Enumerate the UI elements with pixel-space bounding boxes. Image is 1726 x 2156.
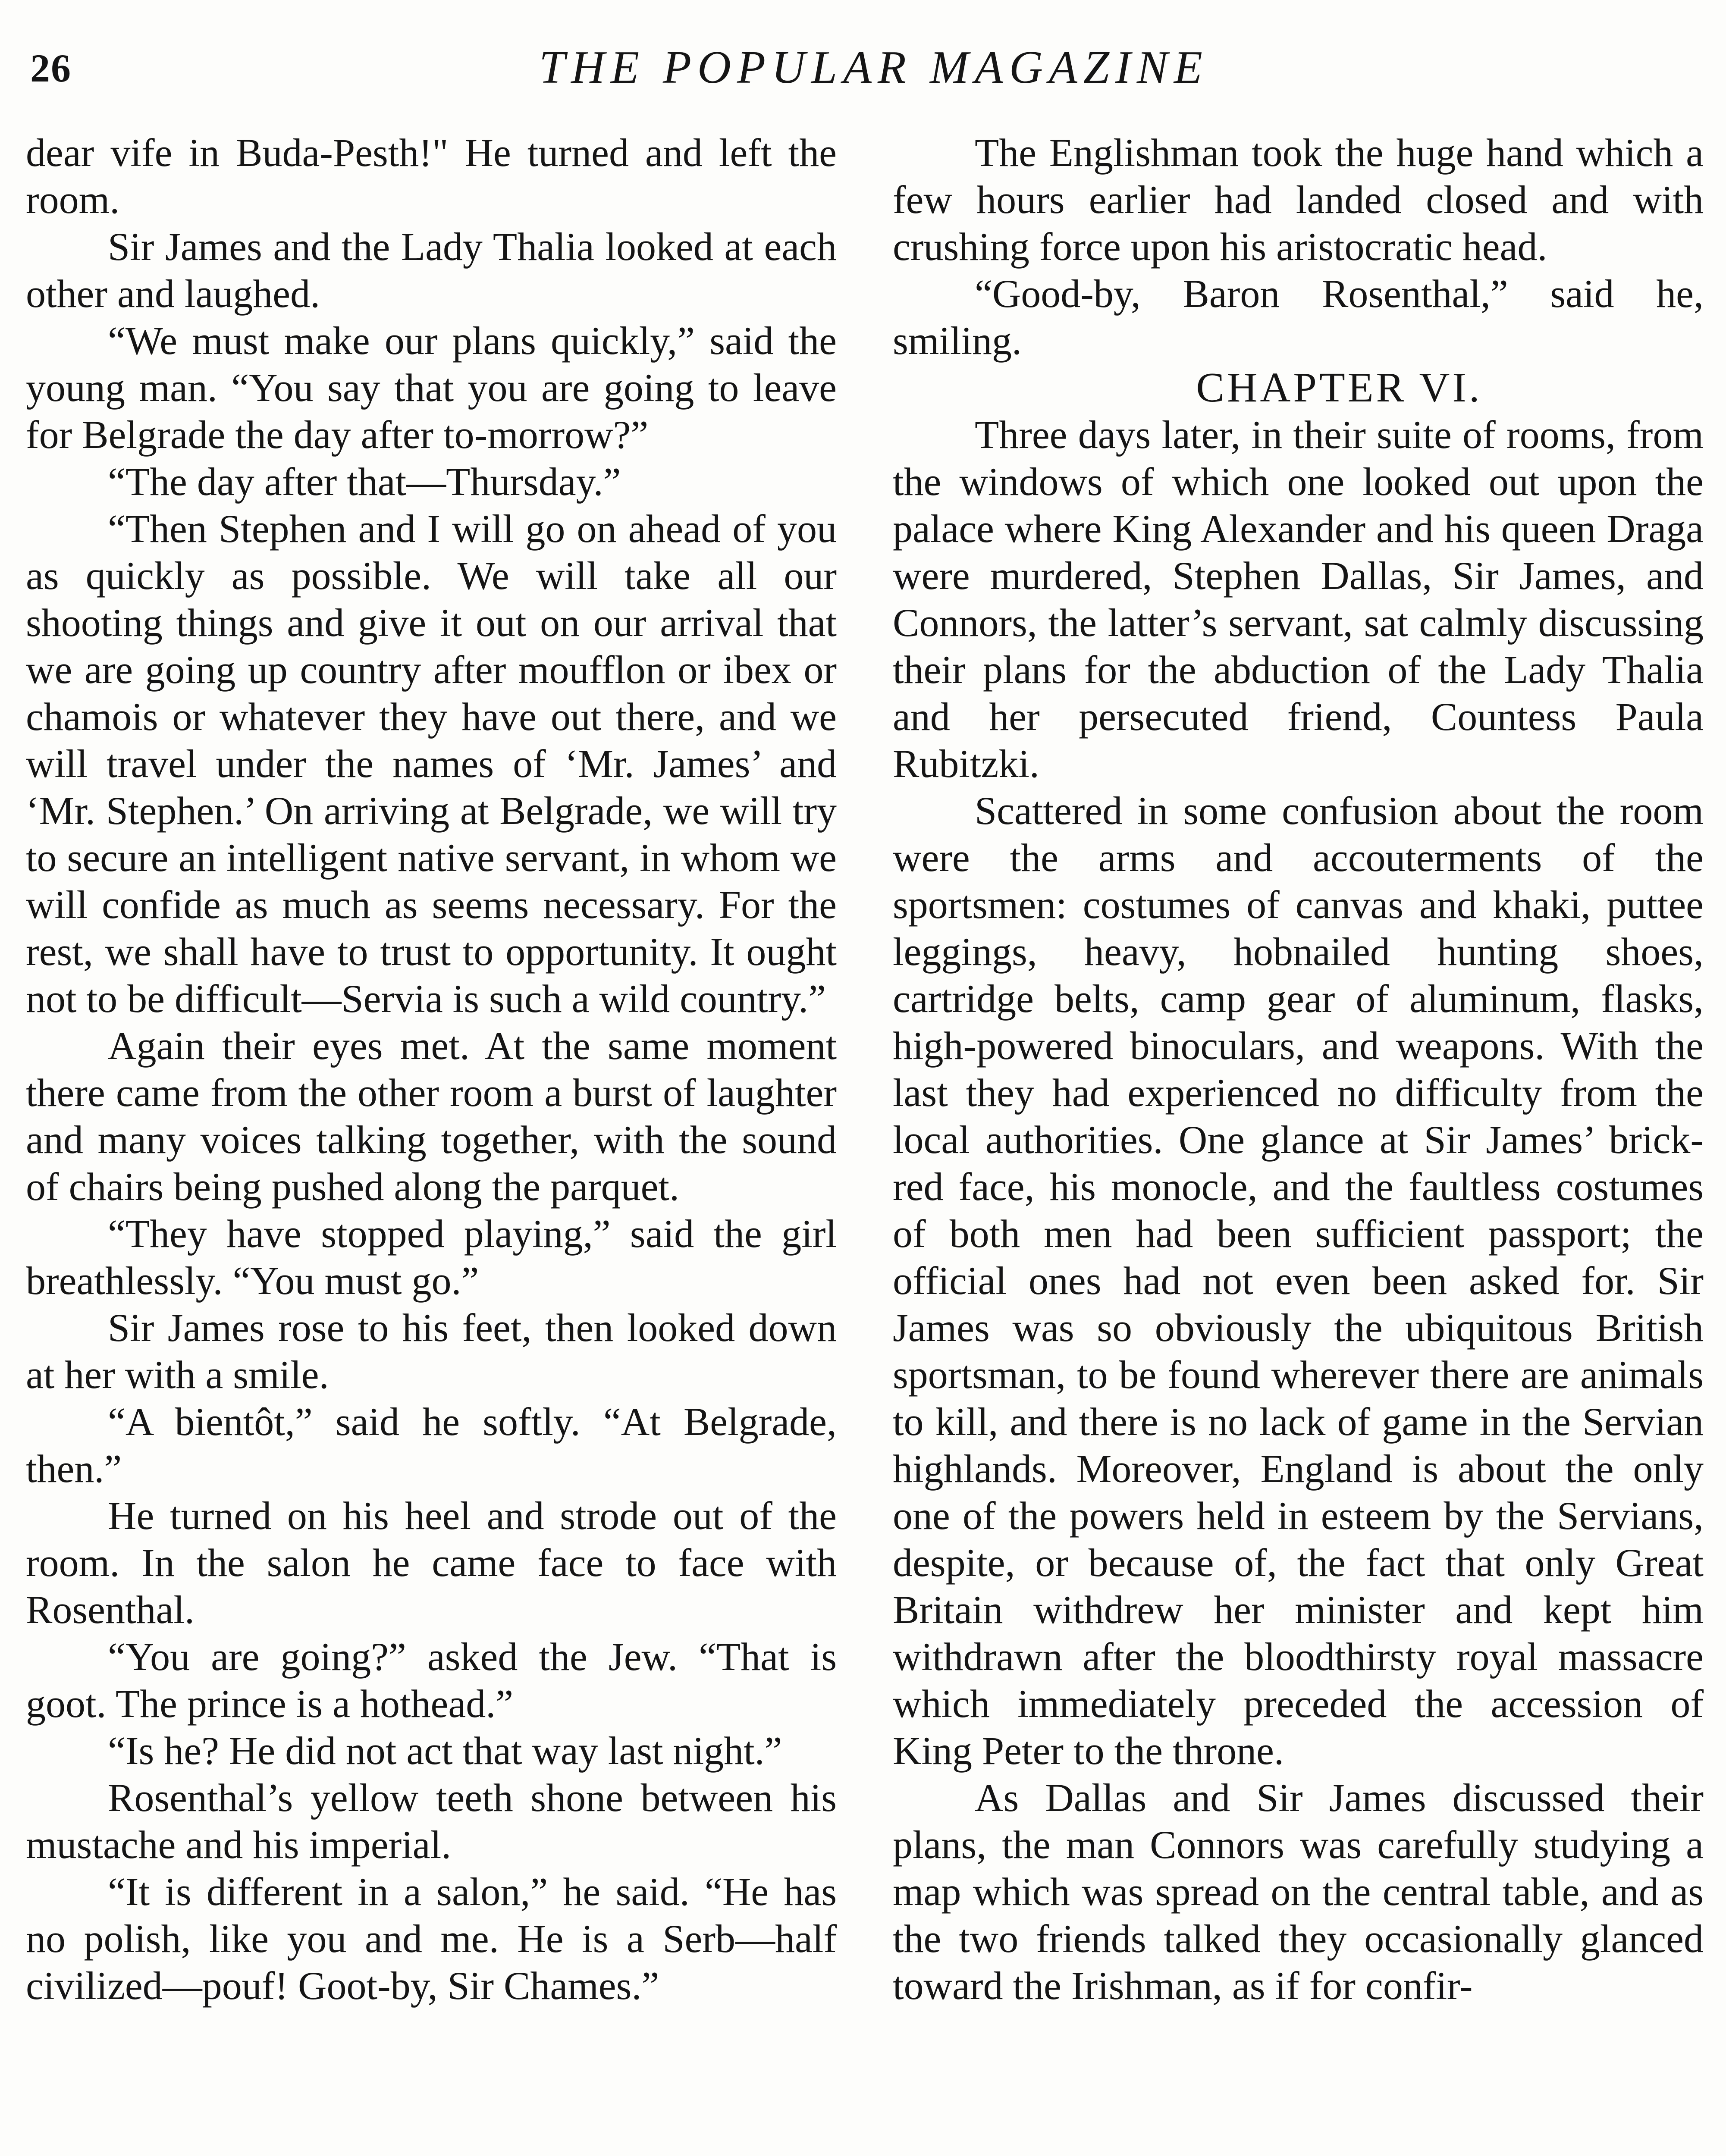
paragraph: “Good-by, Baron Rosenthal,” said he, smiling. bbox=[893, 272, 1704, 363]
right-column bbox=[893, 129, 1704, 2009]
paragraph: “The day after that—Thursday.” bbox=[108, 460, 621, 504]
paragraph: “A bientôt,” said he softly. “At Belgrade, then.” bbox=[26, 1400, 837, 1491]
paragraph: Three days later, in their suite of rooms, from the windows of which one looked out upon the palace where King Alexander and his queen Draga were murdered, Stephen Dallas, Sir James, and Connors, the latter’s servant, sat calmly discussing their plans for the abduction of the Lady Thalia and her persecuted friend, Countess Paula Rubitzki. bbox=[893, 413, 1704, 786]
paragraph: He turned on his heel and strode out of the room. In the salon he came face to face with Rosenthal. bbox=[26, 1494, 837, 1632]
paragraph: As Dallas and Sir James discussed their plans, the man Connors was carefully studying a map which was spread on the central table, and as the two friends talked they occasionally glanced toward the Irishman, as if for confir- bbox=[893, 1776, 1704, 2008]
chapter-heading: CHAPTER VI. bbox=[1196, 364, 1482, 411]
paragraph: dear vife in Buda-Pesth!" He turned and left the room. bbox=[26, 131, 837, 222]
paragraph: “Is he? He did not act that way last night.” bbox=[108, 1729, 782, 1773]
paragraph: “You are going?” asked the Jew. “That is goot. The prince is a hothead.” bbox=[26, 1635, 837, 1726]
paragraph: “It is different in a salon,” he said. “He has no polish, like you and me. He is a Serb—half civilized—pouf! Goot-by, Sir Chames.” bbox=[26, 1870, 837, 2008]
page-number: 26 bbox=[30, 46, 72, 90]
left-column bbox=[26, 129, 837, 2009]
page-header bbox=[30, 41, 1704, 97]
paragraph: The Englishman took the huge hand which a few hours earlier had landed closed and with crushing force upon his aristocratic head. bbox=[893, 131, 1704, 269]
paragraph: “They have stopped playing,” said the girl breathlessly. “You must go.” bbox=[26, 1212, 837, 1303]
running-title: THE POPULAR MAGAZINE bbox=[539, 42, 1208, 93]
paragraph: “Then Stephen and I will go on ahead of you as quickly as possible. We will take all our shooting things and give it out on our arrival that we are going up country after moufflon or ibex or chamois or whatever they have out there, and we will travel under the names of ‘Mr. James’ and ‘Mr. Stephen.’ On arriving at Belgrade, we will try to secure an intelligent native servant, in whom we will confide as much as seems necessary. For the rest, we shall have to trust to opportunity. It ought not to be difficult—Servia is such a wild country.” bbox=[26, 507, 837, 1021]
paragraph: Rosenthal’s yellow teeth shone between his mustache and his imperial. bbox=[26, 1776, 837, 1867]
paragraph: Scattered in some confusion about the room were the arms and accouterments of the sportsmen: costumes of canvas and khaki, puttee leggings, heavy, hobnailed hunting shoes, cartridge belts, camp gear of aluminum, flasks, high-powered binoculars, and weapons. With the last they had experienced no difficulty from the local authorities. One glance at Sir James’ brick-red face, his monocle, and the faultless costumes of both men had been sufficient passport; the official ones had not even been asked for. Sir James was so obviously the ubiquitous British sportsman, to be found wherever there are animals to kill, and there is no lack of game in the Servian highlands. Moreover, England is about the only one of the powers held in esteem by the Servians, despite, or because of, the fact that only Great Britain withdrew her minister and kept him withdrawn after the bloodthirsty royal massacre which immediately preceded the accession of King Peter to the throne. bbox=[893, 789, 1704, 1773]
paragraph: Again their eyes met. At the same moment there came from the other room a burst of laughter and many voices talking together, with the sound of chairs being pushed along the parquet. bbox=[26, 1024, 837, 1209]
paragraph: Sir James and the Lady Thalia looked at each other and laughed. bbox=[26, 225, 837, 316]
paragraph: “We must make our plans quickly,” said the young man. “You say that you are going to leave for Belgrade the day after to-morrow?” bbox=[26, 319, 837, 457]
paragraph: Sir James rose to his feet, then looked down at her with a smile. bbox=[26, 1306, 837, 1397]
